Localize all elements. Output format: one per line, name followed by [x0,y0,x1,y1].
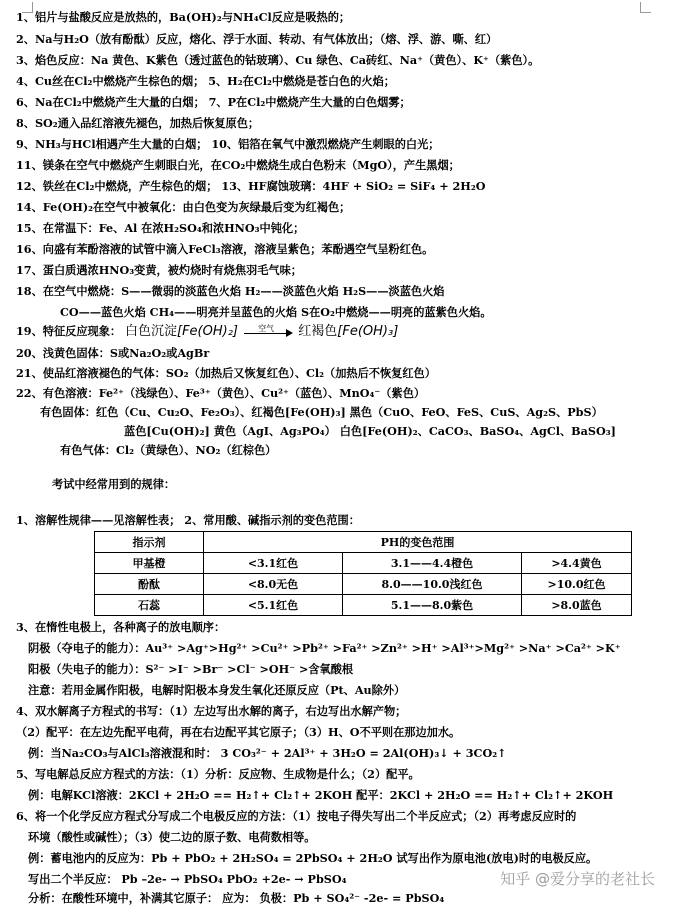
table-cell: 5.1——8.0紫色 [343,595,522,616]
text-line: 蓝色[Cu(OH)₂] 黄色（AgI、Ag₃PO₄） 白色[Fe(OH)₂、CaCO₃、BaSO₄、AgCl、BaSO₃] [124,424,616,438]
text-line: 分析：在酸性环境中，补满其它原子： 应为： 负极：Pb + SO₄²⁻ -2e- = PbSO₄ [28,891,445,905]
text-line: 1、铝片与盐酸反应是放热的，Ba(OH)₂与NH₄Cl反应是吸热的； [16,10,351,24]
watermark: 知乎 @爱分享的老社长 [500,870,655,888]
text-line: 21、使品红溶液褪色的气体：SO₂（加热后又恢复红色）、Cl₂（加热后不恢复红色） [16,366,436,380]
table-row [95,595,632,616]
text-line: 3、焰色反应：Na 黄色、K紫色（透过蓝色的钴玻璃）、Cu 绿色、Ca砖红、Na⁺（黄色）、K⁺（紫色）。 [16,53,540,67]
text-line: 2、Na与H₂O（放有酚酞）反应，熔化、浮于水面、转动、有气体放出；（熔、浮、游、嘶、红） [16,32,498,46]
text-line: 有色固体：红色（Cu、Cu₂O、Fe₂O₃）、红褐色[Fe(OH)₃] 黑色（CuO、FeO、FeS、CuS、Ag₂S、PbS） [40,405,603,419]
text-line: 4、双水解离子方程式的书写：（1）左边写出水解的离子，右边写出水解产物； [16,704,407,718]
formula-19: 白色沉淀[Fe(OH)₂] 空气 红褐色[Fe(OH)₃] [124,323,399,339]
text-line: 例：当Na₂CO₃与AlCl₃溶液混和时： 3 CO₃²⁻ + 2Al³⁺ + 3H₂O = 2Al(OH)₃↓ + 3CO₂↑ [28,746,507,760]
text-line: 环境（酸性或碱性）；（3）使二边的原子数、电荷数相等。 [28,830,316,844]
text-line: 5、写电解总反应方程式的方法：（1）分析：反应物、生成物是什么；（2）配平。 [16,767,420,781]
table-header-cell: PH的变色范围 [204,532,632,553]
table-cell: 8.0——10.0浅红色 [343,574,522,595]
text-line: 有色气体：Cl₂（黄绿色）、NO₂（红棕色） [60,443,277,457]
text-line: 8、SO₂通入品红溶液先褪色，加热后恢复原色； [16,116,260,130]
reaction-phenomenon-line [16,323,665,340]
table-header-row [95,532,632,553]
text-line: 19、特征反应现象： [16,324,122,338]
text-line: 17、蛋白质遇浓HNO₃变黄，被灼烧时有烧焦羽毛气味； [16,263,302,277]
text-line: 注意：若用金属作阳极，电解时阳极本身发生氧化还原反应（Pt、Au除外） [28,683,406,697]
table-cell: >8.0蓝色 [522,595,632,616]
text-line: 例：电解KCl溶液：2KCl + 2H₂O == H₂↑+ Cl₂↑+ 2KOH 配平：2KCl + 2H₂O == H₂↑+ Cl₂↑+ 2KOH [28,788,614,802]
table-cell: 石蕊 [95,595,204,616]
text-line: 11、镁条在空气中燃烧产生刺眼白光，在CO₂中燃烧生成白色粉末（MgO），产生黑烟； [16,158,460,172]
text-line: （2）配平：在左边先配平电荷，再在右边配平其它原子；（3）H、O不平则在那边加水。 [16,725,461,739]
text-line: 22、有色溶液：Fe²⁺（浅绿色）、Fe³⁺（黄色）、Cu²⁺（蓝色）、MnO₄⁻（紫色） [16,386,426,400]
text-line: 16、向盛有苯酚溶液的试管中滴入FeCl₃溶液，溶液呈紫色；苯酚遇空气呈粉红色。 [16,242,434,256]
reaction-arrow-icon: 空气 [242,325,294,339]
text-line: 写出二个半反应： Pb –2e- → PbSO₄ PbO₂ +2e- → PbSO₄ [28,872,347,886]
text-line: 14、Fe(OH)₂在空气中被氧化：由白色变为灰绿最后变为红褐色； [16,200,351,214]
text-line: 3、在惰性电极上，各种离子的放电顺序： [16,620,226,634]
text-line: 6、将一个化学反应方程式分写成二个电极反应的方法：（1）按电子得失写出二个半反应式；（2）再考虑反应时的 [16,809,577,823]
text-line: 4、Cu丝在Cl₂中燃烧产生棕色的烟； 5、H₂在Cl₂中燃烧是苍白色的火焰； [16,74,395,88]
text-line: 20、浅黄色固体：S或Na₂O₂或AgBr [16,346,210,360]
table-cell: >10.0红色 [522,574,632,595]
table-cell: 3.1——4.4橙色 [343,553,522,574]
section-title: 考试中经常用到的规律： [52,477,176,491]
table-cell: 甲基橙 [95,553,204,574]
text-line: 15、在常温下：Fe、Al 在浓H₂SO₄和浓HNO₃中钝化； [16,221,305,235]
table-header-cell: 指示剂 [95,532,204,553]
text-line: 18、在空气中燃烧：S——微弱的淡蓝色火焰 H₂——淡蓝色火焰 H₂S——淡蓝色火焰 [16,284,445,298]
text-line: 12、铁丝在Cl₂中燃烧，产生棕色的烟； 13、HF腐蚀玻璃：4HF + SiO₂ = SiF₄ + 2H₂O [16,179,486,193]
table-cell: <8.0无色 [204,574,343,595]
text-line: 阳极（失电子的能力）：S²⁻ >I⁻ >Br⁻ >Cl⁻ >OH⁻ >含氧酸根 [28,662,354,676]
table-cell: >4.4黄色 [522,553,632,574]
text-line: 6、Na在Cl₂中燃烧产生大量的白烟； 7、P在Cl₂中燃烧产生大量的白色烟雾； [16,95,411,109]
table-cell: <5.1红色 [204,595,343,616]
table-cell: 酚酞 [95,574,204,595]
text-line: 阴极（夺电子的能力）：Au³⁺ >Ag⁺>Hg²⁺ >Cu²⁺ >Pb²⁺ >Fa²⁺ >Zn²⁺ >H⁺ >Al³⁺>Mg²⁺ >Na⁺ >Ca²⁺ >K⁺ [28,641,621,655]
table-row [95,553,632,574]
text-line: 9、NH₃与HCl相遇产生大量的白烟； 10、铝箔在氧气中激烈燃烧产生刺眼的白光； [16,137,440,151]
text-line: 例：蓄电池内的反应为：Pb + PbO₂ + 2H₂SO₄ = 2PbSO₄ + 2H₂O 试写出作为原电池(放电)时的电极反应。 [28,851,598,865]
text-line: CO——蓝色火焰 CH₄——明亮并呈蓝色的火焰 S在O₂中燃烧——明亮的蓝紫色火焰。 [60,305,492,319]
table-row [95,574,632,595]
ph-indicator-table [94,531,632,616]
text-line: 1、溶解性规律——见溶解性表； 2、常用酸、碱指示剂的变色范围： [16,513,360,527]
table-cell: <3.1红色 [204,553,343,574]
